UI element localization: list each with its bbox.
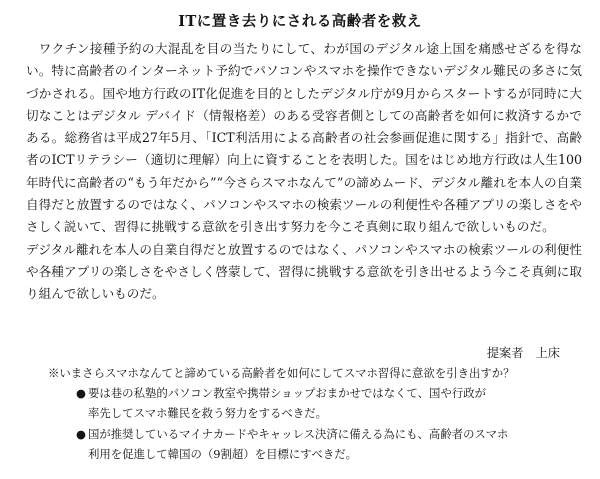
list-item <box>76 425 576 464</box>
question-note: ※いまさらスマホなんてと諦めている高齢者を如何にしてスマホ習得に意欲を引き出すか？ <box>48 366 515 380</box>
proposer-signature: 提案者 上床 <box>486 346 560 360</box>
bullet-line: 国が推奨しているマイナカードやキャッレス決済に備える為にも、高齢者のスマホ <box>88 427 509 441</box>
paragraph-main: ワクチン接種予約の大混乱を目の当たりにして、わが国のデジタル途上国を痛感せざるを得ない。特に高齢者のインターネット予約でパソコンやスマホを操作できないデジタル難民の多さに気づかされる。国や地方行政のIT化促進を目的としたデジタル庁が9月からスタートするが同時に大切なことはデジタル デバイド（情報格差）のある受容者側としての高齢者を如何に救済するかである。総務省は平成27年5月、「ICT利活用による高齢者の社会参画促進に関する」指針で、高齢者のICTリテラシー（適切に理解）向上に資することを表明した。国をはじめ地方行政は人生100年時代に高齢者の“もう年だから”“今さらスマホなんて”の諦めムード、デジタル離れを本人の自業自得だと放置するのではなく、パソコンやスマホの検索ツールの利便性や各種アプリの楽しさをやさしく説いて、習得に挑戦する意欲を引き出す努力を今こそ真剣に取り組んで欲しいものだ。 <box>26 41 582 235</box>
bullet-icon: ● <box>76 427 86 441</box>
bullet-icon: ● <box>76 386 86 400</box>
bullet-line: 利用を促進して韓国の（9割超）を目標にすべきだ。 <box>88 446 358 461</box>
document-body <box>26 38 582 306</box>
document-title: ITに置き去りにされる高齢者を救え <box>178 13 422 30</box>
bullet-line: 率先してスマホ難民を救う努力をするべきだ。 <box>88 405 327 420</box>
paragraph-summary: デジタル離れを本人の自業自得だと放置するのではなく、パソコンやスマホの検索ツールの利便性や各種アプリの楽しさをやさしく啓蒙して、習得に挑戦する意欲を引き出せるよう今こそ真剣に取り組んで欲しいものだ。 <box>26 241 582 302</box>
bullet-list <box>76 384 576 466</box>
list-item <box>76 384 576 423</box>
bullet-line: 要は巷の私塾的パソコン教室や携帯ショップおまかせではなくて、国や行政が <box>88 386 486 400</box>
